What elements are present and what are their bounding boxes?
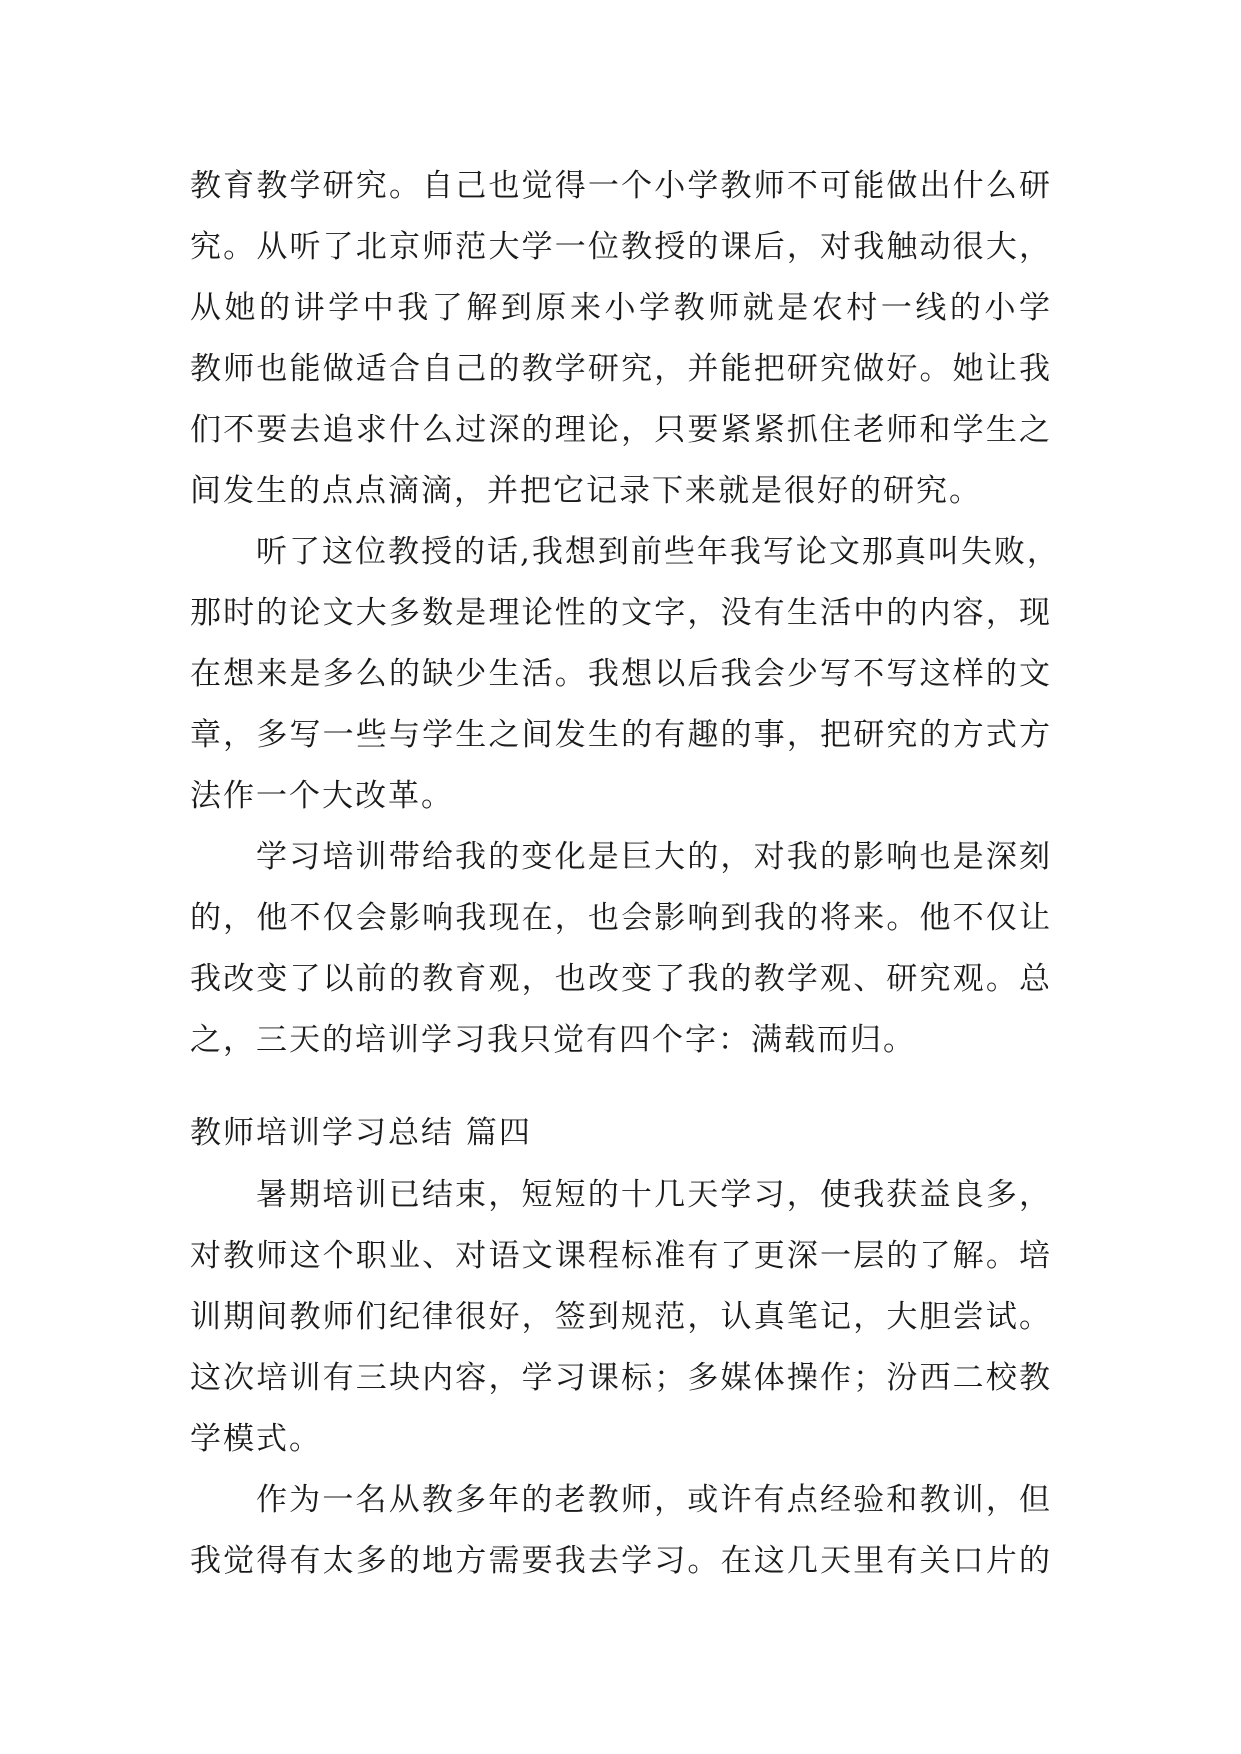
text-line: 章，多写一些与学生之间发生的有趣的事，把研究的方式方 [190, 717, 1052, 753]
text-line: 这次培训有三块内容，学习课标；多媒体操作；汾西二校教 [190, 1360, 1052, 1396]
text-line: 教育教学研究。自己也觉得一个小学教师不可能做出什么研 [190, 168, 1052, 204]
text-line: 们不要去追求什么过深的理论，只要紧紧抓住老师和学生之 [190, 412, 1052, 448]
paragraph-1 [190, 156, 1052, 522]
text-line: 在想来是多么的缺少生活。我想以后我会少写不写这样的文 [190, 656, 1052, 692]
text-line: 训期间教师们纪律很好，签到规范，认真笔记，大胆尝试。 [190, 1299, 1052, 1335]
text-line: 我改变了以前的教育观，也改变了我的教学观、研究观。总 [190, 961, 1052, 997]
text-line: 学习培训带给我的变化是巨大的，对我的影响也是深刻 [256, 839, 1052, 875]
text-line: 之，三天的培训学习我只觉有四个字：满载而归。 [190, 1022, 916, 1058]
text-line: 间发生的点点滴滴，并把它记录下来就是很好的研究。 [190, 473, 982, 509]
paragraph-3 [190, 827, 1052, 1071]
text-line: 暑期培训已结束，短短的十几天学习，使我获益良多， [256, 1177, 1052, 1213]
text-line: 的，他不仅会影响我现在，也会影响到我的将来。他不仅让 [190, 900, 1052, 936]
text-line: 那时的论文大多数是理论性的文字，没有生活中的内容，现 [190, 595, 1052, 631]
paragraph-2 [190, 522, 1060, 827]
paragraph-4 [190, 1165, 1052, 1470]
text-line: 我觉得有太多的地方需要我去学习。在这几天里有关口片的 [190, 1543, 1052, 1579]
text-line: 教师也能做适合自己的教学研究，并能把研究做好。她让我 [190, 351, 1052, 387]
text-line: 作为一名从教多年的老教师，或许有点经验和教训，但 [256, 1482, 1052, 1518]
text-line: 听了这位教授的话,我想到前些年我写论文那真叫失败， [256, 534, 1060, 570]
text-line: 法作一个大改革。 [190, 778, 454, 814]
section-title: 教师培训学习总结 篇四 [190, 1115, 532, 1151]
text-line: 对教师这个职业、对语文课程标准有了更深一层的了解。培 [190, 1238, 1052, 1274]
text-line: 学模式。 [190, 1421, 322, 1457]
paragraph-5 [190, 1470, 1052, 1592]
text-line: 究。从听了北京师范大学一位教授的课后，对我触动很大， [190, 229, 1052, 265]
text-line: 从她的讲学中我了解到原来小学教师就是农村一线的小学 [190, 290, 1052, 326]
